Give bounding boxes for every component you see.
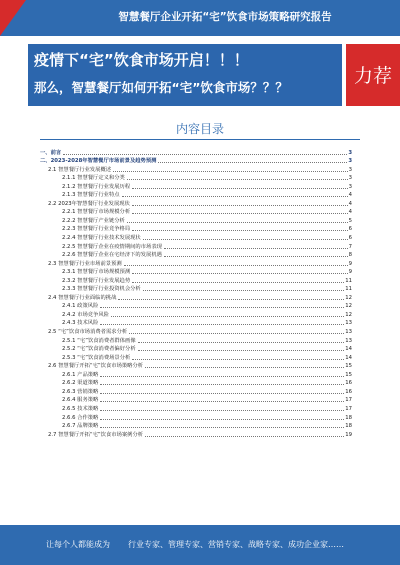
- toc-entry[interactable]: [40, 181, 352, 190]
- toc-leader-dots: [145, 436, 344, 437]
- toc-page-number: 15: [345, 371, 352, 378]
- toc-entry-text: 2.3 智慧餐厅行业市场前景预测: [48, 260, 122, 267]
- toc-page-number: 4: [348, 209, 352, 216]
- toc-page-number: 12: [345, 311, 352, 318]
- toc-page-number: 16: [345, 380, 352, 387]
- toc-page-number: 11: [345, 277, 352, 284]
- toc-entry-text: 2.4 智慧餐厅行业面临的挑战: [48, 294, 117, 301]
- toc-page-number: 12: [345, 294, 352, 301]
- toc-entry[interactable]: [40, 318, 352, 327]
- toc-leader-dots: [124, 265, 348, 266]
- toc-page-number: 5: [348, 217, 352, 224]
- toc-page-number: 19: [345, 431, 352, 438]
- toc-title: 内容目录: [175, 122, 224, 136]
- toc-entry-text: 2.6.3 营销策略: [62, 388, 99, 395]
- header-bar: [0, 0, 400, 36]
- toc-leader-dots: [113, 171, 348, 172]
- toc-entry[interactable]: [40, 292, 352, 301]
- toc-entry[interactable]: [40, 215, 352, 224]
- toc-entry-text: 2.1 智慧餐厅行业发展概述: [48, 166, 112, 173]
- toc-page-number: 11: [345, 286, 352, 293]
- toc-leader-dots: [164, 256, 348, 257]
- toc-entry[interactable]: [40, 275, 352, 284]
- toc-page-number: 7: [348, 243, 352, 250]
- toc-entry-text: 2.6.7 品牌策略: [62, 423, 99, 430]
- toc-entry[interactable]: [40, 395, 352, 404]
- toc-page-number: 18: [345, 423, 352, 430]
- toc-entry-text: 2.3.3 智慧餐厅行业投资机会分析: [62, 286, 141, 293]
- toc-page-number: 3: [348, 158, 352, 165]
- toc-page-number: 12: [345, 303, 352, 310]
- toc-entry[interactable]: [40, 344, 352, 353]
- banner-subheadline: 那么，智慧餐厅如何开拓“宅”饮食市场？？？: [34, 80, 288, 95]
- toc-entry[interactable]: [40, 421, 352, 430]
- toc-entry[interactable]: [40, 267, 352, 276]
- header-corner-accent: [0, 0, 26, 36]
- toc-page-number: 3: [348, 183, 352, 190]
- toc-entry[interactable]: [40, 250, 352, 259]
- toc-leader-dots: [100, 419, 344, 420]
- toc-page-number: 8: [348, 252, 352, 259]
- toc-leader-dots: [145, 367, 344, 368]
- toc-entry[interactable]: [40, 326, 352, 335]
- toc-entry[interactable]: [40, 369, 352, 378]
- toc-leader-dots: [100, 376, 344, 377]
- toc-leader-dots: [127, 222, 348, 223]
- toc-entry[interactable]: [40, 386, 352, 395]
- toc-entry[interactable]: [40, 164, 352, 173]
- toc-entry-text: 2.6.6 合作策略: [62, 414, 99, 421]
- toc-entry-text: 2.3.1 智慧餐厅市场规模预测: [62, 269, 131, 276]
- toc-leader-dots: [132, 359, 344, 360]
- toc-page-number: 4: [348, 192, 352, 199]
- toc-entry[interactable]: [40, 173, 352, 182]
- toc-entry-text: 2.2.1 智慧餐厅市场规模分析: [62, 209, 131, 216]
- toc-page-number: 3: [348, 175, 352, 182]
- toc-entry[interactable]: [40, 378, 352, 387]
- toc-page-number: 16: [345, 388, 352, 395]
- toc-page-number: 4: [348, 200, 352, 207]
- toc-entry-text: 2.5.1 “宅”饮食消费者群体画像: [62, 337, 136, 344]
- toc-leader-dots: [100, 427, 344, 428]
- toc-entry-text: 2.6.2 渠道策略: [62, 380, 99, 387]
- toc-leader-dots: [122, 196, 348, 197]
- toc-page-number: 17: [345, 405, 352, 412]
- toc-entry-text: 2.5 “宅”饮食市场消费者需求分析: [48, 329, 128, 336]
- toc-page-number: 6: [348, 226, 352, 233]
- toc-entry-text: 2.2 2023年智慧餐厅行业发展现状: [48, 200, 130, 207]
- brand-badge: [346, 44, 400, 106]
- toc-entry-text: 2.5.2 “宅”饮食消费者偏好分析: [62, 346, 136, 353]
- toc-page-number: 9: [348, 260, 352, 267]
- toc-entry[interactable]: [40, 241, 352, 250]
- toc-entry-text: 一、前言: [40, 149, 62, 156]
- toc-leader-dots: [100, 384, 344, 385]
- toc-entry[interactable]: [40, 301, 352, 310]
- toc-page-number: 17: [345, 397, 352, 404]
- toc-page-number: 18: [345, 414, 352, 421]
- toc-page-number: 9: [348, 269, 352, 276]
- toc-entry-text: 2.1.1 智慧餐厅定义和分类: [62, 175, 125, 182]
- toc-page-number: 13: [345, 337, 352, 344]
- toc-leader-dots: [138, 342, 345, 343]
- toc-entry[interactable]: [40, 403, 352, 412]
- toc-entry-text: 2.2.6 智慧餐厅企业在宅经济下的发展机遇: [62, 252, 162, 259]
- toc-leader-dots: [100, 410, 344, 411]
- toc-entry-text: 2.6.4 服务策略: [62, 397, 99, 404]
- toc-page-number: 15: [345, 363, 352, 370]
- toc-entry-text: 二、2023-2028年智慧餐厅市场前景及趋势预测: [40, 158, 157, 165]
- toc-entry-text: 2.1.3 智慧餐厅行业特点: [62, 192, 120, 199]
- toc-page-number: 14: [345, 346, 352, 353]
- toc-entry[interactable]: [40, 309, 352, 318]
- toc-leader-dots: [118, 299, 344, 300]
- toc-leader-dots: [138, 350, 345, 351]
- toc-leader-dots: [132, 205, 348, 206]
- toc-leader-dots: [100, 401, 344, 402]
- toc-entry[interactable]: [40, 412, 352, 421]
- toc-entry[interactable]: [40, 335, 352, 344]
- toc-entry[interactable]: [40, 361, 352, 370]
- toc-leader-dots: [132, 282, 344, 283]
- toc-entry-text: 2.6 智慧餐厅开拓“宅”饮食市场策略分析: [48, 363, 144, 370]
- toc-leader-dots: [158, 162, 347, 163]
- toc-entry-text: 2.4.2 市场竞争风险: [62, 311, 109, 318]
- toc-leader-dots: [111, 316, 344, 317]
- banner-headline: 疫情下“宅”饮食市场开启！！！: [34, 51, 249, 69]
- toc-leader-dots: [63, 154, 347, 155]
- toc-entry[interactable]: [40, 198, 352, 207]
- toc-leader-dots: [143, 239, 348, 240]
- toc-leader-dots: [132, 273, 347, 274]
- toc-page-number: 6: [348, 235, 352, 242]
- toc-entry[interactable]: [40, 352, 352, 361]
- toc-entry-text: 2.2.4 智慧餐厅行业技术发展现状: [62, 235, 141, 242]
- toc-entry[interactable]: [40, 147, 352, 156]
- toc-page-number: 13: [345, 320, 352, 327]
- toc-leader-dots: [100, 307, 344, 308]
- toc-entry[interactable]: [40, 232, 352, 241]
- toc-leader-dots: [100, 393, 344, 394]
- header-title: 智慧餐厅企业开拓“宅”饮食市场策略研究报告: [118, 11, 332, 23]
- toc-page-number: 3: [348, 149, 352, 156]
- toc-leader-dots: [164, 248, 348, 249]
- toc-entry-text: 2.1.2 智慧餐厅行业发展历程: [62, 183, 131, 190]
- toc-leader-dots: [127, 179, 348, 180]
- toc-leader-dots: [132, 230, 347, 231]
- toc-entry-text: 2.5.3 “宅”饮食消费场景分析: [62, 354, 131, 361]
- toc-entry-text: 2.7 智慧餐厅开拓“宅”饮食市场案例分析: [48, 431, 144, 438]
- toc-entry-text: 2.4.1 政策风险: [62, 303, 99, 310]
- toc-leader-dots: [129, 333, 344, 334]
- toc-entry[interactable]: [40, 224, 352, 233]
- toc-entry[interactable]: [40, 258, 352, 267]
- toc-entry[interactable]: [40, 429, 352, 438]
- toc-leader-dots: [100, 324, 344, 325]
- toc-leader-dots: [132, 213, 347, 214]
- footer-slogan-right: 行业专家、管理专家、营销专家、战略专家、成功企业家……: [128, 540, 344, 549]
- toc-entry[interactable]: [40, 284, 352, 293]
- toc-page-number: 13: [345, 329, 352, 336]
- toc-leader-dots: [143, 290, 345, 291]
- toc-entry-text: 2.2.5 智慧餐厅企业在疫情期间的市场表现: [62, 243, 162, 250]
- toc-entry-text: 2.2.3 智慧餐厅行业竞争格局: [62, 226, 131, 233]
- toc-entry-text: 2.2.2 智慧餐厅产业链分析: [62, 217, 125, 224]
- toc-entry[interactable]: [40, 156, 352, 165]
- toc-divider: [40, 139, 360, 140]
- toc-leader-dots: [132, 188, 347, 189]
- toc-entry-text: 2.6.1 产品策略: [62, 371, 99, 378]
- toc-page-number: 14: [345, 354, 352, 361]
- brand-name: 力荐: [353, 65, 392, 87]
- toc-page-number: 3: [348, 166, 352, 173]
- footer-bar: [0, 525, 400, 565]
- footer-slogan-left: 让每个人都能成为: [46, 540, 110, 549]
- toc-entry-text: 2.4.3 技术风险: [62, 320, 99, 327]
- toc-entry-text: 2.6.5 技术策略: [62, 405, 99, 412]
- toc-entry[interactable]: [40, 190, 352, 199]
- table-of-contents: [40, 147, 352, 438]
- hero-banner: [28, 44, 342, 106]
- toc-entry[interactable]: [40, 207, 352, 216]
- toc-entry-text: 2.3.2 智慧餐厅行业发展趋势: [62, 277, 131, 284]
